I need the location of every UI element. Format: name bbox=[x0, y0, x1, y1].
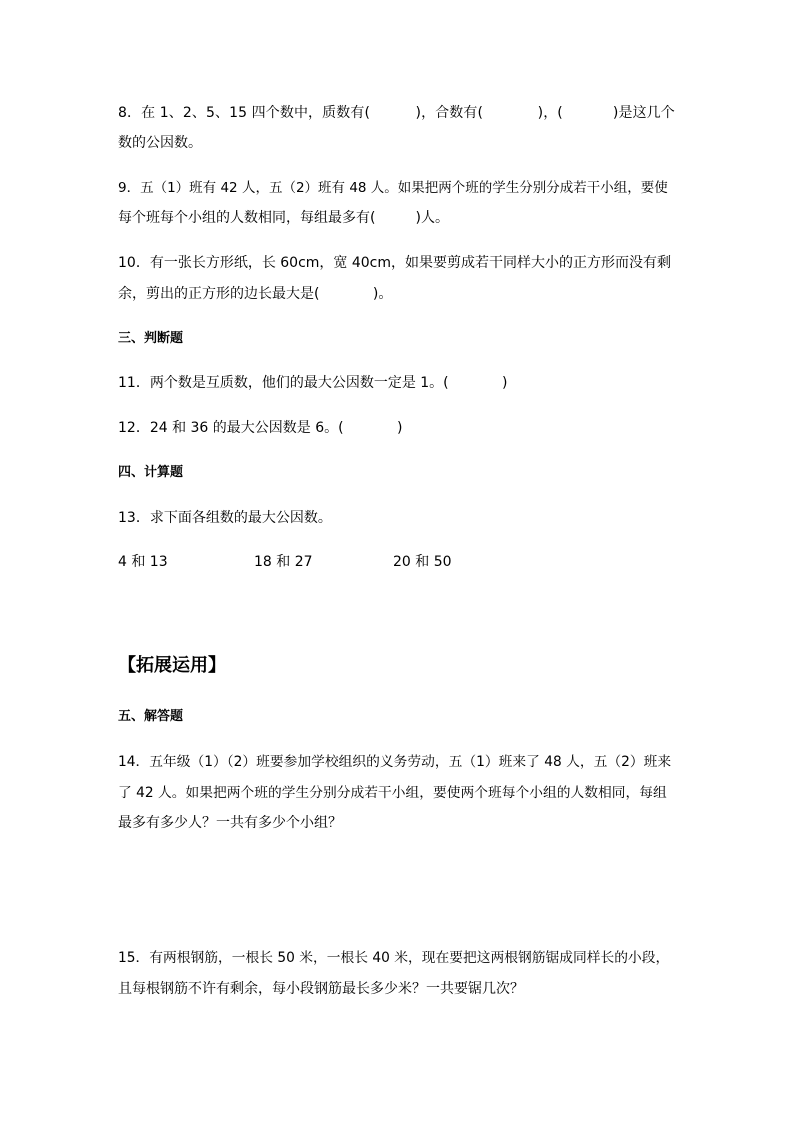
question-11: 11．两个数是互质数，他们的最大公因数一定是 1。( ) bbox=[118, 375, 508, 391]
question-15-line-2: 且每根钢筋不许有剩余，每小段钢筋最长多少米？一共要锯几次？ bbox=[118, 981, 524, 997]
section-heading-word-problems: 五、解答题 bbox=[118, 709, 184, 724]
question-8-line-2: 数的公因数。 bbox=[118, 135, 202, 151]
extension-banner-title: 【拓展运用】 bbox=[118, 655, 226, 676]
section-heading-true-false: 三、判断题 bbox=[118, 331, 184, 346]
question-15-line-1: 15．有两根钢筋，一根长 50 米，一根长 40 米，现在要把这两根钢筋锯成同样长的小段， bbox=[118, 950, 670, 966]
calc-item-2: 18 和 27 bbox=[254, 554, 313, 570]
question-12: 12．24 和 36 的最大公因数是 6。( ) bbox=[118, 420, 403, 436]
question-14-line-1: 14．五年级（1）（2）班要参加学校组织的义务劳动，五（1）班来了 48 人，五（2）班来 bbox=[118, 754, 672, 770]
question-14-line-2: 了 42 人。如果把两个班的学生分别分成若干小组，要使两个班每个小组的人数相同，每组 bbox=[118, 785, 667, 801]
calc-item-1: 4 和 13 bbox=[118, 554, 168, 570]
question-10-line-1: 10．有一张长方形纸，长 60cm，宽 40cm，如果要剪成若干同样大小的正方形而没有剩 bbox=[118, 255, 672, 271]
question-8-line-1: 8．在 1、2、5、15 四个数中，质数有( )，合数有( )，( )是这几个 bbox=[118, 105, 675, 121]
question-14-line-3: 最多有多少人？一共有多少个小组？ bbox=[118, 815, 342, 831]
calc-item-3: 20 和 50 bbox=[393, 554, 452, 570]
question-9-line-1: 9．五（1）班有 42 人，五（2）班有 48 人。如果把两个班的学生分别分成若干小组，要使 bbox=[118, 180, 668, 196]
question-10-line-2: 余，剪出的正方形的边长最大是( )。 bbox=[118, 286, 393, 302]
question-13: 13．求下面各组数的最大公因数。 bbox=[118, 510, 332, 526]
section-heading-calculation: 四、计算题 bbox=[118, 465, 184, 480]
question-9-line-2: 每个班每个小组的人数相同，每组最多有( )人。 bbox=[118, 210, 449, 226]
